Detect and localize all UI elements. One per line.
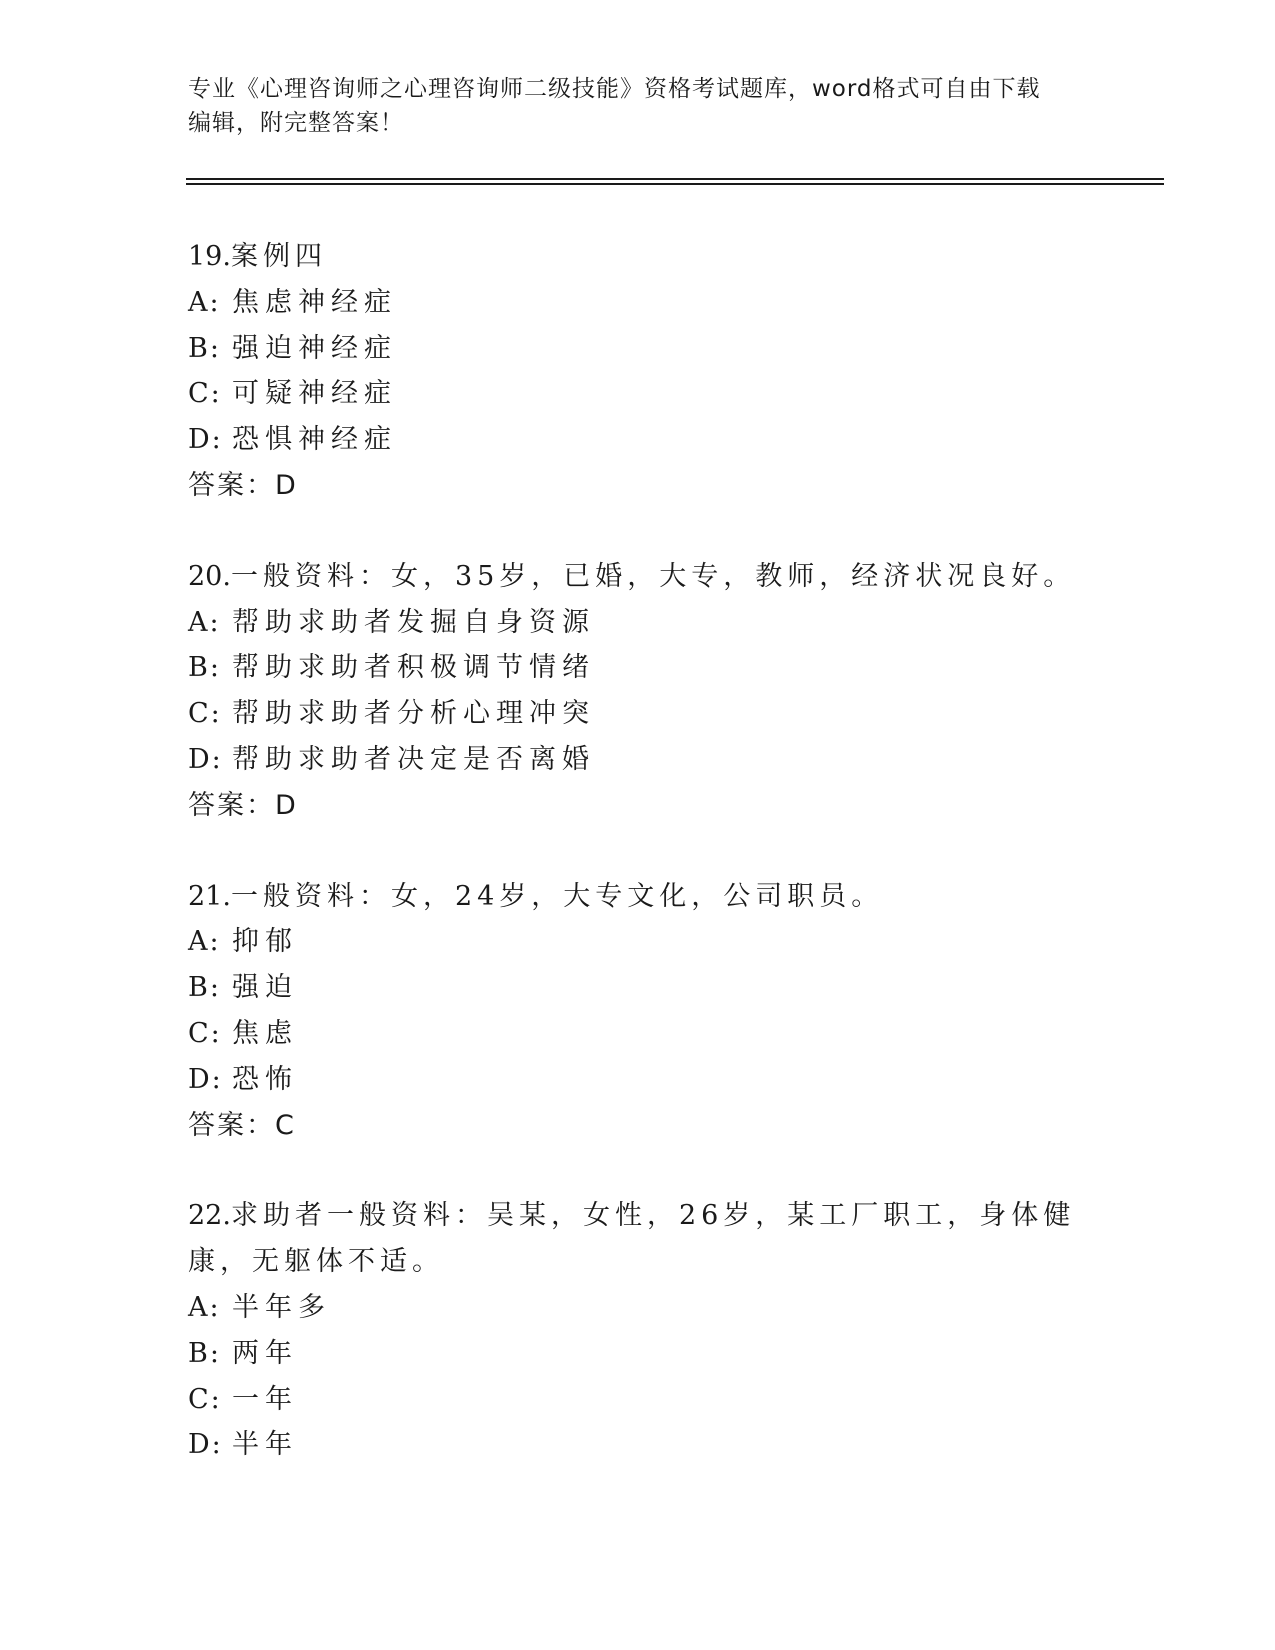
- option-text: 强迫: [232, 972, 298, 1004]
- option-d: [188, 1057, 1188, 1103]
- option-b: [188, 645, 1188, 691]
- option-text: 焦虑: [232, 1017, 298, 1049]
- option-letter: C:: [188, 378, 222, 410]
- question-stem: [188, 874, 1188, 920]
- option-text: 半年: [232, 1429, 298, 1461]
- option-text: 两年: [232, 1337, 298, 1369]
- option-letter: C:: [188, 698, 222, 730]
- option-c: [188, 371, 1188, 417]
- option-text: 帮助求助者发掘自身资源: [232, 606, 595, 638]
- option-text: 焦虑神经症: [232, 286, 397, 318]
- question-number: 21.: [188, 880, 231, 912]
- option-a: [188, 280, 1188, 326]
- option-letter: D:: [188, 1063, 223, 1095]
- question-text: 求助者一般资料：吴某，女性，26岁，某工厂职工，身体健康，无躯体不适。: [188, 1200, 1076, 1278]
- question-stem: [188, 1193, 1088, 1285]
- option-letter: A:: [188, 1291, 221, 1323]
- option-text: 恐怖: [232, 1063, 298, 1095]
- question-text: 一般资料：女，35岁，已婚，大专，教师，经济状况良好。: [230, 560, 1076, 592]
- header-title-line-1: 专业《心理咨询师之心理咨询师二级技能》资格考试题库，word格式可自由下载: [188, 76, 1041, 102]
- option-a: [188, 919, 1188, 965]
- question-21: [188, 874, 1188, 1149]
- option-text: 恐惧神经症: [232, 424, 397, 456]
- header-divider-bottom: [186, 183, 1164, 185]
- option-c: [188, 691, 1188, 737]
- answer-line: 答案：C: [188, 1109, 296, 1141]
- question-text: 一般资料：女，24岁，大专文化，公司职员。: [230, 880, 884, 912]
- option-b: [188, 965, 1188, 1011]
- option-b: [188, 1331, 1188, 1377]
- option-d: [188, 1422, 1188, 1468]
- option-text: 半年多: [232, 1291, 331, 1323]
- option-letter: B:: [188, 652, 221, 684]
- option-letter: A:: [188, 926, 221, 958]
- question-number: 22.: [188, 1200, 231, 1232]
- answer-line: 答案：D: [188, 469, 298, 501]
- question-19: [188, 234, 1188, 509]
- option-d: [188, 417, 1188, 463]
- option-text: 可疑神经症: [232, 378, 397, 410]
- option-letter: D:: [188, 743, 223, 775]
- option-c: [188, 1011, 1188, 1057]
- question-number: 20.: [188, 560, 231, 592]
- question-text: 案例四: [230, 241, 327, 272]
- option-a: [188, 600, 1188, 646]
- option-letter: C:: [188, 1017, 222, 1049]
- option-letter: D:: [188, 424, 223, 456]
- question-number: 19.: [188, 241, 231, 272]
- option-letter: D:: [188, 1429, 223, 1461]
- question-22: [188, 1193, 1188, 1468]
- option-text: 帮助求助者积极调节情绪: [232, 652, 595, 684]
- option-text: 抑郁: [232, 926, 298, 958]
- option-text: 帮助求助者决定是否离婚: [232, 743, 595, 775]
- option-letter: B:: [188, 972, 221, 1004]
- question-list: [188, 234, 1188, 1513]
- option-text: 帮助求助者分析心理冲突: [232, 698, 595, 730]
- option-c: [188, 1377, 1188, 1423]
- option-letter: B:: [188, 1337, 221, 1369]
- option-text: 强迫神经症: [232, 332, 397, 364]
- option-letter: A:: [188, 286, 221, 318]
- option-b: [188, 326, 1188, 372]
- header-divider-top: [186, 178, 1164, 180]
- option-a: [188, 1285, 1188, 1331]
- document-header: [188, 72, 1078, 140]
- question-20: [188, 554, 1188, 829]
- option-letter: B:: [188, 332, 221, 364]
- question-stem: [188, 234, 1188, 280]
- option-letter: A:: [188, 606, 221, 638]
- header-title-line-2: 编辑，附完整答案！: [188, 110, 404, 136]
- answer-line: 答案：D: [188, 789, 298, 821]
- question-stem: [188, 554, 1188, 600]
- option-d: [188, 737, 1188, 783]
- option-text: 一年: [232, 1383, 298, 1415]
- option-letter: C:: [188, 1383, 222, 1415]
